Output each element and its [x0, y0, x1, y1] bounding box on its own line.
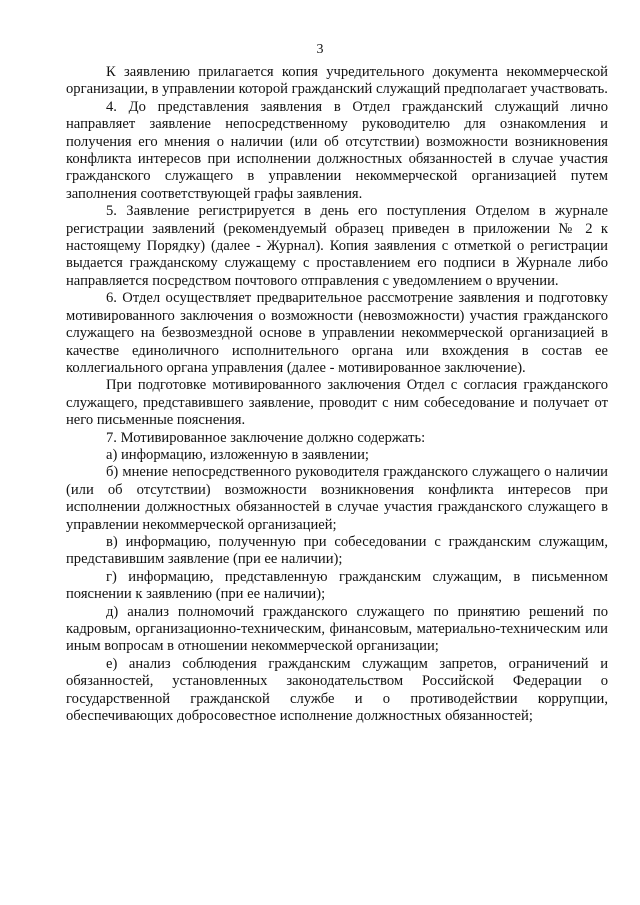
paragraph-6-interview: При подготовке мотивированного заключения Отдел с согласия гражданского служащего, представившего заявление, проводит с ним собеседование и получает от него письменные пояснения. — [66, 377, 608, 429]
document-body — [66, 64, 608, 725]
paragraph-4: 4. До представления заявления в Отдел гражданский служащий лично направляет заявление непосредственному руководителю для ознакомления и получения его мнения о наличии (или об отсутствии) возможности возникновения конфликта интересов при исполнении должностных обязанностей в случае участия гражданского служащего в управлении некоммерческой организацией путем заполнения соответствующей графы заявления. — [66, 98, 608, 202]
list-item-e: е) анализ соблюдения гражданским служащим запретов, ограничений и обязанностей, установленных законодательством Российской Федерации о государственной гражданской службе и о противодействии коррупции, обеспечивающих добросовестное исполнение должностных обязанностей; — [66, 655, 608, 725]
paragraph-6: 6. Отдел осуществляет предварительное рассмотрение заявления и подготовку мотивированного заключения о возможности (невозможности) участия гражданского служащего на безвозмездной основе в управлении некоммерческой организацией в качестве единоличного исполнительного органа или вхождения в состав ее коллегиального органа управления (далее - мотивированное заключение). — [66, 290, 608, 376]
paragraph-5: 5. Заявление регистрируется в день его поступления Отделом в журнале регистрации заявлений (рекомендуемый образец приведен в приложении № 2 к настоящему Порядку) (далее - Журнал). Копия заявления с отметкой о регистрации выдается гражданскому служащему с проставлением его подписи в Журнале либо направляется посредством почтового отправления с уведомлением о вручении. — [66, 203, 608, 289]
list-item-g: г) информацию, представленную гражданским служащим, в письменном пояснении к заявлению (при ее наличии); — [66, 568, 608, 603]
paragraph-attachment: К заявлению прилагается копия учредительного документа некоммерческой организации, в управлении которой гражданский служащий предполагает участвовать. — [66, 64, 608, 98]
list-item-a: а) информацию, изложенную в заявлении; — [106, 446, 369, 463]
page-number: 3 — [316, 42, 324, 57]
list-item-v: в) информацию, полученную при собеседовании с гражданским служащим, представившим заявление (при ее наличии); — [66, 533, 608, 568]
list-item-b: б) мнение непосредственного руководителя гражданского служащего о наличии (или об отсутствии) возможности возникновения конфликта интересов при исполнении должностных обязанностей в случае участия гражданского служащего в управлении некоммерческой организацией; — [66, 464, 608, 533]
list-item-d: д) анализ полномочий гражданского служащего по принятию решений по кадровым, организационно-техническим, финансовым, материально-техническим или иным вопросам в отношении некоммерческой организации; — [66, 603, 608, 655]
paragraph-7: 7. Мотивированное заключение должно содержать: — [106, 429, 426, 446]
